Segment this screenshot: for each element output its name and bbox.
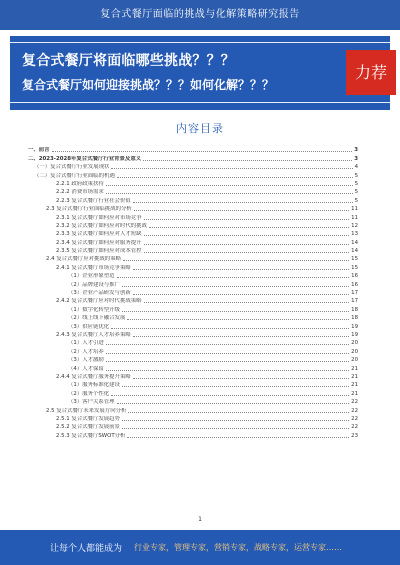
table-of-contents: [28, 146, 358, 440]
toc-entry[interactable]: [28, 423, 358, 431]
page-number: 1: [198, 516, 202, 523]
toc-leader-dots: [144, 219, 350, 220]
toc-leader-dots: [127, 437, 349, 438]
toc-entry-page: 20: [351, 357, 358, 364]
toc-entry-page: 3: [354, 147, 358, 154]
toc-entry[interactable]: [28, 305, 358, 313]
report-title: 复合式餐厅面临的挑战与化解策略研究报告: [100, 9, 300, 20]
toc-entry[interactable]: [28, 263, 358, 271]
toc-leader-dots: [133, 269, 349, 270]
toc-entry[interactable]: [28, 222, 358, 230]
toc-entry-page: 5: [354, 172, 358, 179]
toc-entry-page: 11: [351, 214, 358, 221]
toc-entry-text: 2.5.1 复合式餐厅发展趋势: [56, 415, 120, 422]
toc-leader-dots: [144, 235, 350, 236]
toc-leader-dots: [52, 151, 353, 152]
toc-leader-dots: [117, 403, 350, 404]
toc-leader-dots: [144, 244, 350, 245]
toc-entry-page: 5: [354, 189, 358, 196]
toc-leader-dots: [106, 353, 349, 354]
recommend-seal: 力荐: [346, 50, 396, 95]
toc-entry-text: （4）人才保留: [68, 365, 104, 372]
toc-entry[interactable]: [28, 213, 358, 221]
toc-leader-dots: [111, 168, 352, 169]
banner-divider: [10, 42, 390, 43]
toc-entry[interactable]: [28, 171, 358, 179]
toc-entry[interactable]: [28, 289, 358, 297]
toc-entry-page: 22: [351, 415, 358, 422]
toc-entry-text: （1）服务标准化建设: [68, 382, 120, 389]
toc-entry-page: 14: [351, 248, 358, 255]
toc-entry-text: （1）人才引进: [68, 340, 104, 347]
toc-entry-page: 14: [351, 239, 358, 246]
toc-entry-text: （2）品牌建设与推广: [68, 281, 120, 288]
toc-entry[interactable]: [28, 196, 358, 204]
toc-entry-text: （3）企业产品研发与创新: [68, 290, 131, 297]
toc-leader-dots: [122, 428, 349, 429]
toc-leader-dots: [122, 420, 349, 421]
toc-entry-text: 2.3.2 复合式餐厅如何应对时代的挑战: [56, 222, 147, 229]
toc-entry-text: 2.3 复合式餐厅行业面临挑战的分析: [46, 206, 132, 213]
toc-entry-page: 22: [351, 407, 358, 414]
toc-leader-dots: [143, 160, 352, 161]
toc-leader-dots: [133, 336, 349, 337]
toc-leader-dots: [111, 328, 349, 329]
toc-leader-dots: [122, 286, 349, 287]
toc-entry-text: 一、前言: [28, 147, 50, 154]
toc-entry[interactable]: [28, 247, 358, 255]
toc-entry-text: 2.4.4 复合式餐厅服务提升策略: [56, 373, 131, 380]
toc-entry-page: 5: [354, 197, 358, 204]
toc-entry-page: 21: [351, 365, 358, 372]
toc-entry-text: 2.3.5 复合式餐厅如何应对成本管控: [56, 248, 142, 255]
toc-entry[interactable]: [28, 364, 358, 372]
toc-leader-dots: [117, 277, 350, 278]
title-banner: [10, 36, 390, 110]
toc-entry[interactable]: [28, 314, 358, 322]
toc-entry-text: 2.2.1 政府政策扶持: [56, 180, 104, 187]
toc-entry-page: 21: [351, 373, 358, 380]
toc-entry-page: 19: [351, 323, 358, 330]
toc-entry-page: 18: [351, 306, 358, 313]
toc-entry[interactable]: [28, 180, 358, 188]
toc-entry-text: （1）企业形象塑造: [68, 273, 115, 280]
toc-entry-page: 22: [351, 424, 358, 431]
toc-entry-page: 19: [351, 331, 358, 338]
toc-entry[interactable]: [28, 154, 358, 162]
toc-leader-dots: [111, 395, 349, 396]
toc-entry[interactable]: [28, 163, 358, 171]
toc-leader-dots: [123, 260, 349, 261]
toc-entry-page: 13: [351, 231, 358, 238]
toc-entry[interactable]: [28, 406, 358, 414]
toc-entry-page: 20: [351, 348, 358, 355]
toc-entry[interactable]: [28, 322, 358, 330]
toc-entry-text: （3）供应链优化: [68, 323, 110, 330]
footer-bar: [0, 530, 400, 565]
toc-leader-dots: [106, 193, 353, 194]
toc-entry-page: 16: [351, 281, 358, 288]
toc-entry[interactable]: [28, 238, 358, 246]
toc-entry[interactable]: [28, 272, 358, 280]
banner-headline: 复合式餐厅将面临哪些挑战？？？: [22, 53, 235, 69]
toc-entry-text: （2）服务个性化: [68, 390, 110, 397]
toc-leader-dots: [122, 386, 349, 387]
toc-leader-dots: [144, 302, 350, 303]
toc-entry-text: 2.3.1 复合式餐厅如何应对市场竞争: [56, 214, 142, 221]
toc-title: 内容目录: [176, 122, 224, 135]
toc-entry[interactable]: [28, 297, 358, 305]
toc-entry-page: 21: [351, 382, 358, 389]
toc-entry-text: （一）复合式餐厅行业发展现状: [34, 164, 110, 171]
toc-entry[interactable]: [28, 205, 358, 213]
toc-entry-text: 二、2023-2028年复合式餐厅行业背景及意义: [28, 155, 142, 162]
toc-entry-page: 16: [351, 273, 358, 280]
toc-entry[interactable]: [28, 431, 358, 439]
toc-leader-dots: [134, 210, 349, 211]
toc-leader-dots: [149, 227, 349, 228]
toc-leader-dots: [106, 361, 349, 362]
toc-entry-text: 2.5 复合式餐厅未来发展方向分析: [46, 407, 127, 414]
toc-entry[interactable]: [28, 398, 358, 406]
toc-entry-text: 2.3.4 复合式餐厅如何应对服务提升: [56, 239, 142, 246]
banner-divider: [10, 102, 390, 103]
toc-entry[interactable]: [28, 331, 358, 339]
toc-entry-text: 2.3.3 复合式餐厅如何应对人才短缺: [56, 231, 142, 238]
toc-entry[interactable]: [28, 339, 358, 347]
toc-entry-text: （3）人才激励: [68, 357, 104, 364]
footer-tagline: 行业专家，管理专家，营销专家，战略专家，运营专家……: [134, 543, 342, 552]
toc-entry[interactable]: [28, 188, 358, 196]
toc-entry[interactable]: [28, 347, 358, 355]
footer-slogan: 让每个人都能成为: [50, 544, 123, 554]
report-header-bar: [0, 0, 400, 30]
toc-leader-dots: [127, 319, 349, 320]
toc-entry[interactable]: [28, 373, 358, 381]
toc-entry[interactable]: [28, 146, 358, 154]
toc-entry-text: 2.4.1 复合式餐厅市场竞争策略: [56, 264, 131, 271]
toc-entry-text: 2.4.3 复合式餐厅人才培养策略: [56, 331, 131, 338]
toc-leader-dots: [122, 311, 349, 312]
toc-entry-page: 12: [351, 222, 358, 229]
toc-entry-page: 11: [351, 206, 358, 213]
toc-entry-page: 4: [354, 164, 358, 171]
banner-subheadline: 复合式餐厅如何迎接挑战？？？如何化解？？？: [22, 78, 275, 92]
toc-entry[interactable]: [28, 255, 358, 263]
toc-entry-page: 5: [354, 180, 358, 187]
toc-entry-text: 2.2.3 复合式餐厅行业社会价值: [56, 197, 131, 204]
toc-entry[interactable]: [28, 381, 358, 389]
toc-entry-page: 20: [351, 340, 358, 347]
toc-entry-text: （3）客户关系管理: [68, 399, 115, 406]
toc-entry[interactable]: [28, 356, 358, 364]
toc-entry-text: （2）人才培养: [68, 348, 104, 355]
toc-entry-text: （2）线上线下融合发展: [68, 315, 126, 322]
toc-entry-page: 15: [351, 256, 358, 263]
toc-leader-dots: [133, 294, 349, 295]
toc-entry-text: （1）数字化转型升级: [68, 306, 120, 313]
toc-entry-page: 18: [351, 315, 358, 322]
toc-entry-text: 2.4 复合式餐厅应对挑战的策略: [46, 256, 121, 263]
toc-entry-page: 3: [354, 155, 358, 162]
toc-entry-text: 2.2.2 消费市场需求: [56, 189, 104, 196]
toc-entry[interactable]: [28, 415, 358, 423]
toc-entry[interactable]: [28, 230, 358, 238]
toc-entry-text: 2.5.2 复合式餐厅发展前景: [56, 424, 120, 431]
toc-entry-page: 21: [351, 390, 358, 397]
toc-entry[interactable]: [28, 389, 358, 397]
toc-leader-dots: [117, 177, 353, 178]
toc-leader-dots: [106, 344, 349, 345]
toc-entry-page: 17: [351, 298, 358, 305]
toc-entry-text: 2.4.2 复合式餐厅应对时代挑战策略: [56, 298, 142, 305]
toc-leader-dots: [133, 202, 353, 203]
toc-leader-dots: [106, 185, 353, 186]
toc-leader-dots: [106, 370, 349, 371]
toc-entry-text: （二）复合式餐厅行业面临的机遇: [34, 172, 115, 179]
toc-entry-page: 17: [351, 290, 358, 297]
toc-entry-page: 23: [351, 432, 358, 439]
toc-leader-dots: [144, 252, 350, 253]
toc-entry-page: 22: [351, 399, 358, 406]
toc-entry-text: 2.5.3 复合式餐厅SWOT分析: [56, 432, 126, 439]
toc-entry-page: 15: [351, 264, 358, 271]
toc-entry[interactable]: [28, 280, 358, 288]
toc-leader-dots: [128, 412, 349, 413]
toc-leader-dots: [133, 378, 349, 379]
